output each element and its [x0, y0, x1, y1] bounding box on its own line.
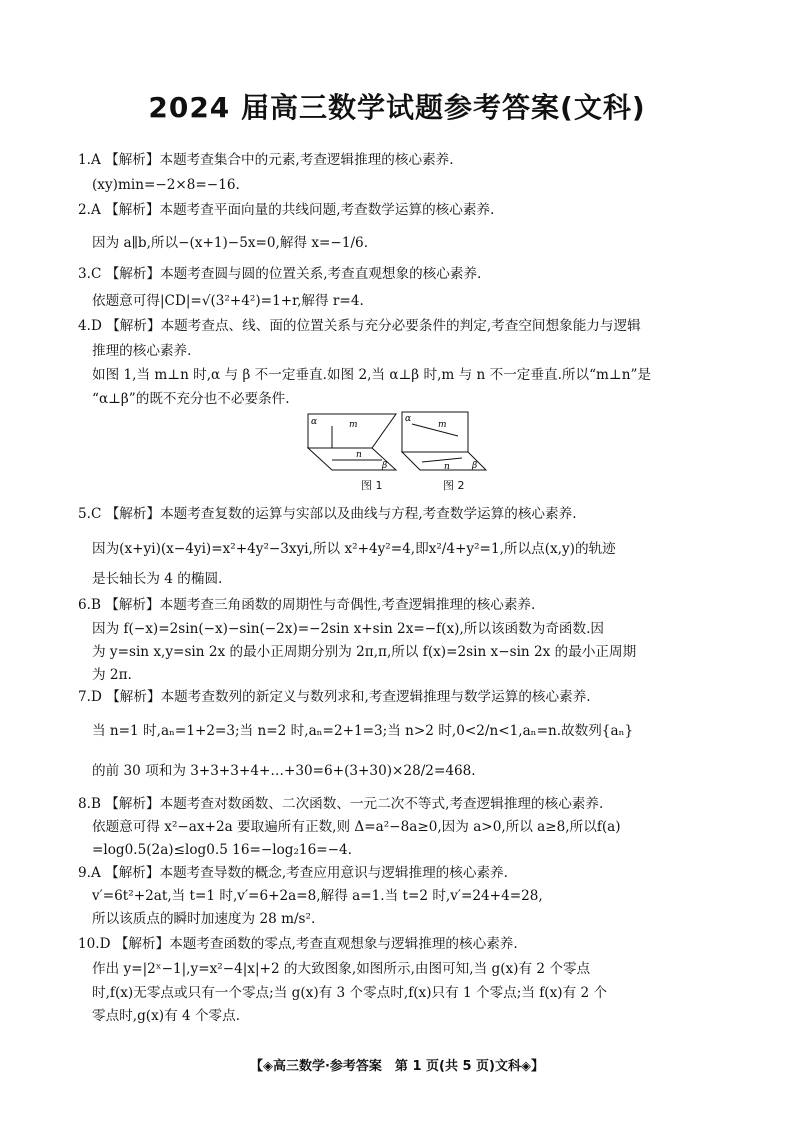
answer-10-body-1: 作出 y=|2ˣ−1|,y=x²−4|x|+2 的大致图象,如图所示,由图可知,当 g(x)有 2 个零点 [92, 961, 591, 977]
answer-8-body-1: 依题意可得 x²−ax+2a 要取遍所有正数,则 Δ=a²−8a≥0,因为 a>0,所以 a≥8,所以f(a) [92, 819, 621, 835]
figure-2-caption: 图 2 [443, 479, 465, 492]
answer-2-body: 因为 a∥b,所以−(x+1)−5x=0,解得 x=−1/6. [92, 235, 369, 251]
label-n: n [444, 462, 450, 472]
answer-1-head: 1.A 【解析】本题考查集合中的元素,考查逻辑推理的核心素养. [78, 152, 454, 168]
answer-10-body-3: 零点时,g(x)有 4 个零点. [92, 1008, 241, 1024]
answer-4-body-cont: “α⊥β”的既不充分也不必要条件. [92, 391, 290, 407]
label-beta: β [382, 461, 388, 471]
answer-10-body-2: 时,f(x)无零点或只有一个零点;当 g(x)有 3 个零点时,f(x)只有 1 个零点;当 f(x)有 2 个 [92, 985, 608, 1001]
figure-1-caption: 图 1 [361, 479, 383, 492]
answer-5-body-cont: 是长轴长为 4 的椭圆. [92, 571, 223, 587]
answer-7-body-1: 当 n=1 时,aₙ=1+2=3;当 n=2 时,aₙ=2+1=3;当 n>2 时,0<2/n<1,aₙ=n.故数列{aₙ} [92, 723, 634, 739]
answer-3-body: 依题意可得|CD|=√(3²+4²)=1+r,解得 r=4. [92, 293, 364, 309]
label-alpha: α [405, 414, 412, 424]
answer-7-head: 7.D 【解析】本题考查数列的新定义与数列求和,考查逻辑推理与数学运算的核心素养. [78, 689, 591, 705]
line-m [412, 424, 458, 436]
label-beta: β [472, 461, 478, 471]
figure-2-diagram [400, 410, 490, 474]
label-alpha: α [311, 417, 318, 427]
line-n [422, 458, 462, 462]
answer-9-head: 9.A 【解析】本题考查导数的概念,考查应用意识与逻辑推理的核心素养. [78, 865, 508, 881]
answer-6-head: 6.B 【解析】本题考查三角函数的周期性与奇偶性,考查逻辑推理的核心素养. [78, 597, 536, 613]
answer-8-body-2: =log0.5(2a)≤log0.5 16=−log₂16=−4. [92, 842, 352, 858]
answer-10-head: 10.D 【解析】本题考查函数的零点,考查直观想象与逻辑推理的核心素养. [78, 936, 518, 952]
answer-8-head: 8.B 【解析】本题考查对数函数、二次函数、一元二次不等式,考查逻辑推理的核心素养. [78, 796, 604, 812]
answer-4-body: 如图 1,当 m⊥n 时,α 与 β 不一定垂直.如图 2,当 α⊥β 时,m 与 n 不一定垂直.所以“m⊥n”是 [92, 367, 651, 383]
answer-2-head: 2.A 【解析】本题考查平面向量的共线问题,考查数学运算的核心素养. [78, 202, 495, 218]
answer-1-body: (xy)min=−2×8=−16. [92, 177, 240, 193]
plane-alpha [402, 412, 468, 452]
answer-4-head: 4.D 【解析】本题考查点、线、面的位置关系与充分必要条件的判定,考查空间想象能力与逻辑 [78, 318, 641, 334]
label-m: m [438, 420, 447, 430]
page-footer: 【◈高三数学·参考答案 第 1 页(共 5 页)文科◈】 [249, 1059, 544, 1074]
answer-6-body-3: 为 2π. [92, 667, 132, 683]
page-title: 2024 届高三数学试题参考答案(文科) [148, 91, 646, 124]
answer-9-body-2: 所以该质点的瞬时加速度为 28 m/s². [92, 911, 316, 927]
label-n: n [356, 450, 362, 460]
figure-1-diagram [302, 412, 402, 474]
label-m: m [349, 420, 358, 430]
answer-6-body-1: 因为 f(−x)=2sin(−x)−sin(−2x)=−2sin x+sin 2x=−f(x),所以该函数为奇函数.因 [92, 621, 605, 637]
answer-7-body-2: 的前 30 项和为 3+3+3+4+…+30=6+(3+30)×28/2=468. [92, 763, 476, 779]
answer-4-head-cont: 推理的核心素养. [92, 343, 192, 359]
answer-3-head: 3.C 【解析】本题考查圆与圆的位置关系,考查直观想象的核心素养. [78, 266, 482, 282]
answer-5-body: 因为(x+yi)(x−4yi)=x²+4y²−3xyi,所以 x²+4y²=4,即x²/4+y²=1,所以点(x,y)的轨迹 [92, 541, 616, 557]
answer-6-body-2: 为 y=sin x,y=sin 2x 的最小正周期分别为 2π,π,所以 f(x)=2sin x−sin 2x 的最小正周期 [92, 644, 637, 660]
answer-5-head: 5.C 【解析】本题考查复数的运算与实部以及曲线与方程,考查数学运算的核心素养. [78, 506, 577, 522]
answer-9-body-1: v′=6t²+2at,当 t=1 时,v′=6+2a=8,解得 a=1.当 t=2 时,v′=24+4=28, [92, 888, 543, 904]
